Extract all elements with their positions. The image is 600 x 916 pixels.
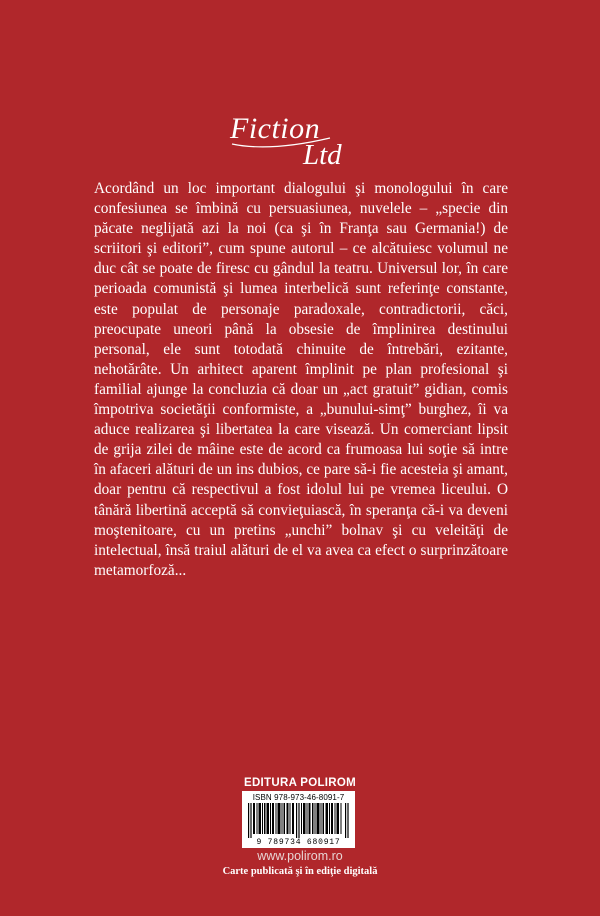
logo-fiction-text: Fiction <box>230 112 321 145</box>
isbn-number: ISBN 978-973-46-8091-7 <box>252 793 345 802</box>
publisher-website: www.polirom.ro <box>257 849 343 863</box>
digital-edition-note: Carte publicată şi în ediţie digitală <box>222 866 378 877</box>
isbn-barcode <box>242 791 355 848</box>
logo-ltd-text: Ltd <box>303 139 342 171</box>
barcode-digits: 9 789734 680917 <box>256 838 341 847</box>
fiction-ltd-logo <box>230 112 390 182</box>
publisher-name: EDITURA POLIROM <box>243 777 357 789</box>
barcode-icon <box>248 803 349 838</box>
book-blurb: Acordând un loc important dialogului şi monologului în care confesiunea se îmbină cu persuasiunea, nuvelele – „specie din păcate neglijată azi la noi (ca şi în Franţa sau Germania!) de scriitori şi editori”, cum spune autorul – ce alcătuiesc volumul ne duc cât se poate de firesc cu gândul la teatru. Universul lor, în care perioada comunistă şi lumea interbelică sunt referinţe constante, este populat de personaje paradoxale, contradictorii, căci, preocupate uneori până la obsesie de împlinirea destinului personal, ele sunt totodată chinuite de întrebări, ezitante, nehotărâte. Un arhitect aparent împlinit pe plan profesional şi familial ajunge la concluzia că doar un „act gratuit” gidian, comis împotriva societăţii conformiste, a „bunului-simţ” burghez, îi va aduce realizarea şi libertatea la care visează. Un comerciant lipsit de grija zilei de mâine este de acord ca frumoasa lui soţie să intre în afaceri alături de un ins dubios, ce pare să-i fie acesteia şi amant, doar pentru că respectivul a fost idolul lui pe vremea liceului. O tânără libertină acceptă să convieţuiască, în speranţa că-i va deveni moştenitoare, cu un pretins „unchi” bolnav şi cu veleităţi de intelectual, însă traiul alături de el va avea ca efect o surprinzătoare metamorfoză... <box>94 180 508 579</box>
